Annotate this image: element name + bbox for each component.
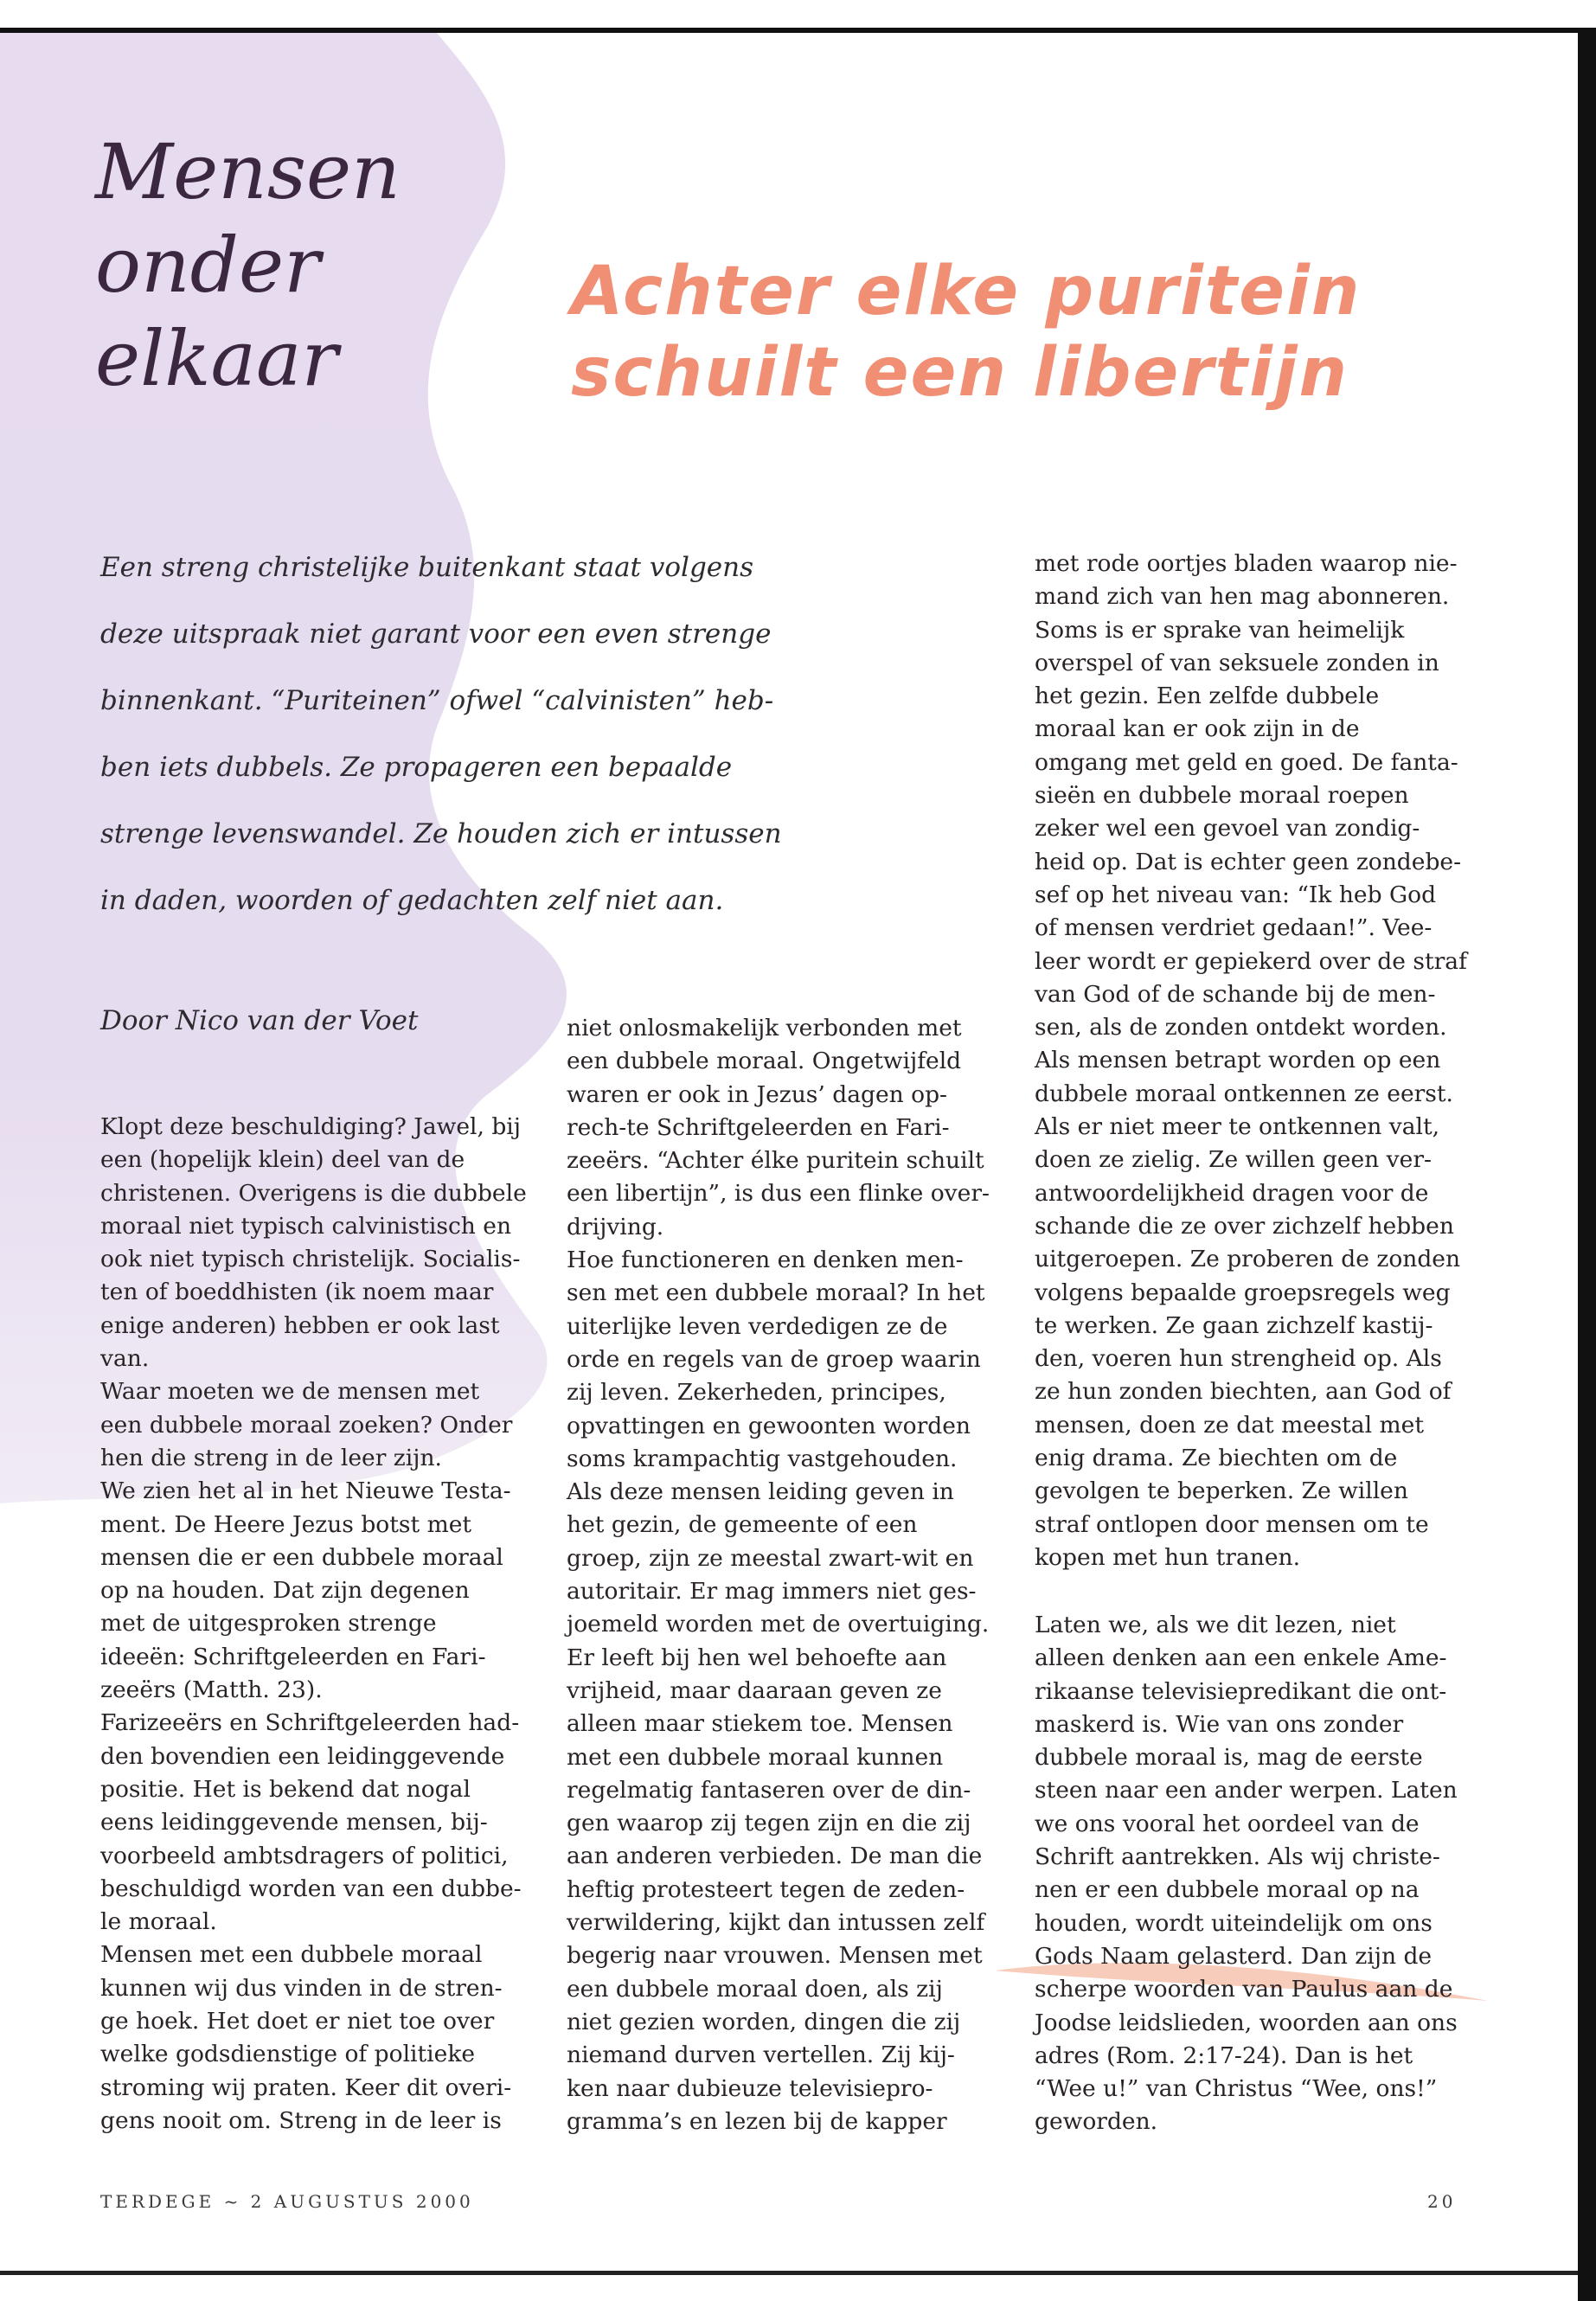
text-line: mensen die er een dubbele moraal <box>100 1543 503 1571</box>
text-line: een (hopelijk klein) deel van de <box>100 1146 465 1174</box>
text-line: ge hoek. Het doet er niet toe over <box>100 2008 495 2035</box>
text-line: maskerd is. Wie van ons zonder <box>1035 1710 1404 1738</box>
text-line: zij leven. Zekerheden, principes, <box>567 1379 946 1407</box>
text-line: den bovendien een leidinggevende <box>100 1742 505 1770</box>
text-line: een libertijn”, is dus een flinke over- <box>567 1180 990 1208</box>
headline-line: schuilt een libertijn <box>571 334 1349 412</box>
text-line: met een dubbele moraal kunnen <box>567 1743 944 1771</box>
text-line: uiterlijke leven verdedigen ze de <box>567 1312 948 1340</box>
text-line: joemeld worden met de overtuiging. <box>567 1611 990 1638</box>
body-column-3-closing <box>1035 1609 1484 2139</box>
text-line: opvattingen en gewoonten worden <box>567 1412 971 1439</box>
text-line: den, voeren hun strengheid op. Als <box>1035 1345 1442 1373</box>
text-line: te werken. Ze gaan zichzelf kastij- <box>1035 1311 1433 1339</box>
section-kicker <box>95 125 458 406</box>
text-line: van God of de schande bij de men- <box>1035 980 1436 1008</box>
text-line: ten of boeddhisten (ik noem maar <box>100 1279 494 1306</box>
text-line: dubbele moraal is, mag de eerste <box>1035 1744 1423 1772</box>
text-line: ook niet typisch christelijk. Socialis- <box>100 1246 521 1273</box>
text-line: overspel of van seksuele zonden in <box>1035 649 1439 676</box>
text-line: nen er een dubbele moraal op na <box>1035 1876 1420 1904</box>
text-line: het gezin, de gemeente of een <box>567 1511 918 1539</box>
text-line: beschuldigd worden van een dubbe- <box>100 1875 522 1902</box>
body-column-1 <box>100 1111 542 2138</box>
text-line: sen, als de zonden ontdekt worden. <box>1035 1014 1447 1042</box>
text-line: autoritair. Er mag immers niet ges- <box>567 1578 977 1606</box>
text-line: schande die ze over zichzelf hebben <box>1035 1212 1454 1240</box>
author-byline: Door Nico van der Voet <box>100 1005 419 1036</box>
text-line: Mensen met een dubbele moraal <box>100 1941 483 1969</box>
text-line: verwildering, kijkt dan intussen zelf <box>567 1909 985 1937</box>
text-line: soms krampachtig vastgehouden. <box>567 1445 958 1472</box>
text-line: moraal kan er ook zijn in de <box>1035 715 1360 743</box>
text-line: sen met een dubbele moraal? In het <box>567 1279 985 1307</box>
intro-line: in daden, woorden of gedachten zelf niet aan. <box>100 885 724 916</box>
text-line: met rode oortjes bladen waarop nie- <box>1035 550 1458 577</box>
text-line: kopen met hun tranen. <box>1035 1543 1301 1571</box>
text-line: we ons vooral het oordeel van de <box>1035 1810 1420 1837</box>
text-line: met de uitgesproken strenge <box>100 1610 437 1638</box>
text-line: dubbele moraal ontkennen ze eerst. <box>1035 1080 1453 1107</box>
text-line: begerig naar vrouwen. Mensen met <box>567 1942 983 1970</box>
text-line: orde en regels van de groep waarin <box>567 1345 981 1373</box>
page-number: 20 <box>1427 2191 1457 2212</box>
text-line: rech-te Schriftgeleerden en Fari- <box>567 1113 950 1141</box>
text-line: scherpe woorden van Paulus aan de <box>1035 1976 1453 2003</box>
text-line: welke godsdienstige of politieke <box>100 2041 476 2068</box>
text-line: sieën en dubbele moraal roepen <box>1035 782 1409 810</box>
kicker-line: Mensen <box>95 127 401 216</box>
body-column-2 <box>567 1012 1008 2138</box>
text-line: Hoe functioneren en denken men- <box>567 1247 964 1274</box>
text-line: gevolgen te beperken. Ze willen <box>1035 1477 1408 1505</box>
text-line: op na houden. Dat zijn degenen <box>100 1577 470 1605</box>
text-line: We zien het al in het Nieuwe Testa- <box>100 1477 511 1505</box>
text-line: vrijheid, maar daaraan geven ze <box>567 1676 942 1704</box>
text-line: gramma’s en lezen bij de kapper <box>567 2107 947 2135</box>
text-line: Waar moeten we de mensen met <box>100 1378 480 1406</box>
text-line: aan anderen verbieden. De man die <box>567 1843 983 1870</box>
text-line: drijving. <box>567 1213 664 1240</box>
text-line: niet gezien worden, dingen die zij <box>567 2008 961 2035</box>
text-line: regelmatig fantaseren over de din- <box>567 1776 971 1804</box>
text-line: Joodse leidslieden, woorden aan ons <box>1035 2009 1458 2036</box>
text-line: Er leeft bij hen wel behoefte aan <box>567 1644 947 1671</box>
text-line: Klopt deze beschuldiging? Jawel, bij <box>100 1113 521 1140</box>
text-line: Gods Naam gelasterd. Dan zijn de <box>1035 1942 1433 1970</box>
text-line: adres (Rom. 2:17-24). Dan is het <box>1035 2041 1413 2069</box>
text-line: heid op. Dat is echter geen zondebe- <box>1035 848 1462 875</box>
body-column-3 <box>1035 548 1484 1574</box>
text-line: niet onlosmakelijk verbonden met <box>567 1015 962 1042</box>
text-line: ment. De Heere Jezus botst met <box>100 1510 472 1538</box>
article-headline <box>571 251 1540 413</box>
text-line: steen naar een ander werpen. Laten <box>1035 1777 1458 1804</box>
text-line: christenen. Overigens is die dubbele <box>100 1179 527 1207</box>
text-line: ideeën: Schriftgeleerden en Fari- <box>100 1643 486 1670</box>
text-line: rikaanse televisiepredikant die ont- <box>1035 1677 1447 1705</box>
text-line: le moraal. <box>100 1908 217 1936</box>
text-line: ken naar dubieuze televisiepro- <box>567 2074 933 2102</box>
text-line: ze hun zonden biechten, aan God of <box>1035 1378 1452 1406</box>
text-line: geworden. <box>1035 2108 1158 2136</box>
text-line: enig drama. Ze biechten om de <box>1035 1445 1398 1472</box>
text-line: niemand durven vertellen. Zij kij- <box>567 2041 955 2069</box>
text-line: mand zich van hen mag abonneren. <box>1035 583 1450 611</box>
text-line: volgens bepaalde groepsregels weg <box>1035 1279 1451 1306</box>
text-line: stroming wij praten. Keer dit overi- <box>100 2073 512 2101</box>
text-line: heftig protesteert tegen de zeden- <box>567 1875 965 1903</box>
text-line: zeker wel een gevoel van zondig- <box>1035 815 1420 843</box>
text-line: zeeërs. “Achter élke puritein schuilt <box>567 1147 984 1175</box>
text-line: Soms is er sprake van heimelijk <box>1035 616 1405 644</box>
text-line: positie. Het is bekend dat nogal <box>100 1775 471 1803</box>
text-line: uitgeroepen. Ze proberen de zonden <box>1035 1246 1461 1273</box>
text-line: voorbeeld ambtsdragers of politici, <box>100 1842 509 1869</box>
text-line: Als deze mensen leiding geven in <box>567 1478 954 1506</box>
page-border-bottom <box>0 2271 1578 2275</box>
intro-line: deze uitspraak niet garant voor een even strenge <box>100 619 772 650</box>
text-line: zeeërs (Matth. 23). <box>100 1676 323 1704</box>
kicker-line: onder <box>95 221 321 310</box>
page-border-right <box>1578 28 1596 2301</box>
text-line: hen die streng in de leer zijn. <box>100 1444 442 1471</box>
text-line: Laten we, als we dit lezen, niet <box>1035 1612 1396 1638</box>
text-line: van. <box>100 1345 150 1373</box>
intro-line: ben iets dubbels. Ze propageren een bepaalde <box>100 752 733 783</box>
text-line: Als mensen betrapt worden op een <box>1035 1047 1441 1074</box>
text-line: houden, wordt uiteindelijk om ons <box>1035 1909 1433 1937</box>
text-line: antwoordelijkheid dragen voor de <box>1035 1179 1429 1207</box>
text-line: gens nooit om. Streng in de leer is <box>100 2106 502 2134</box>
text-line: alleen denken aan een enkele Ame- <box>1035 1644 1447 1672</box>
text-line: omgang met geld en goed. De fanta- <box>1035 748 1458 776</box>
text-line: alleen maar stiekem toe. Mensen <box>567 1710 953 1738</box>
text-line: doen ze zielig. Ze willen geen ver- <box>1035 1146 1432 1174</box>
text-line: een dubbele moraal doen, als zij <box>567 1975 943 2003</box>
text-line: een dubbele moraal. Ongetwijfeld <box>567 1048 962 1075</box>
text-line: gen waarop zij tegen zijn en die zij <box>567 1810 971 1837</box>
footer-publication: TERDEGE ~ 2 AUGUSTUS 2000 <box>100 2191 474 2212</box>
text-line: Schrift aantrekken. Als wij christe- <box>1035 1843 1440 1871</box>
text-line: Farizeeërs en Schriftgeleerden had- <box>100 1709 520 1737</box>
text-line: sef op het niveau van: “Ik heb God <box>1035 881 1437 908</box>
text-line: kunnen wij dus vinden in de stren- <box>100 1974 503 2002</box>
text-line: Als er niet meer te ontkennen valt, <box>1035 1113 1440 1141</box>
headline-line: Achter elke puritein <box>571 253 1362 330</box>
text-line: straf ontlopen door mensen om te <box>1035 1510 1429 1538</box>
text-line: waren er ook in Jezus’ dagen op- <box>567 1080 948 1108</box>
intro-line: Een streng christelijke buitenkant staat volgens <box>100 552 754 583</box>
article-intro <box>100 535 782 934</box>
text-line: moraal niet typisch calvinistisch en <box>100 1212 512 1240</box>
intro-line: binnenkant. “Puriteinen” ofwel “calvinisten” heb- <box>100 685 774 716</box>
intro-line: strenge levenswandel. Ze houden zich er intussen <box>100 818 782 849</box>
text-line: enige anderen) hebben er ook last <box>100 1311 500 1339</box>
text-line: mensen, doen ze dat meestal met <box>1035 1411 1424 1439</box>
text-line: of mensen verdriet gedaan!”. Vee- <box>1035 914 1433 942</box>
text-line: “Wee u!” van Christus “Wee, ons!” <box>1035 2075 1438 2103</box>
text-line: het gezin. Een zelfde dubbele <box>1035 683 1380 710</box>
text-line: leer wordt er gepiekerd over de straf <box>1035 947 1467 975</box>
text-line: een dubbele moraal zoeken? Onder <box>100 1411 513 1439</box>
text-line: eens leidinggevende mensen, bij- <box>100 1809 488 1836</box>
kicker-line: elkaar <box>95 314 338 403</box>
text-line: groep, zijn ze meestal zwart-wit en <box>567 1544 974 1572</box>
